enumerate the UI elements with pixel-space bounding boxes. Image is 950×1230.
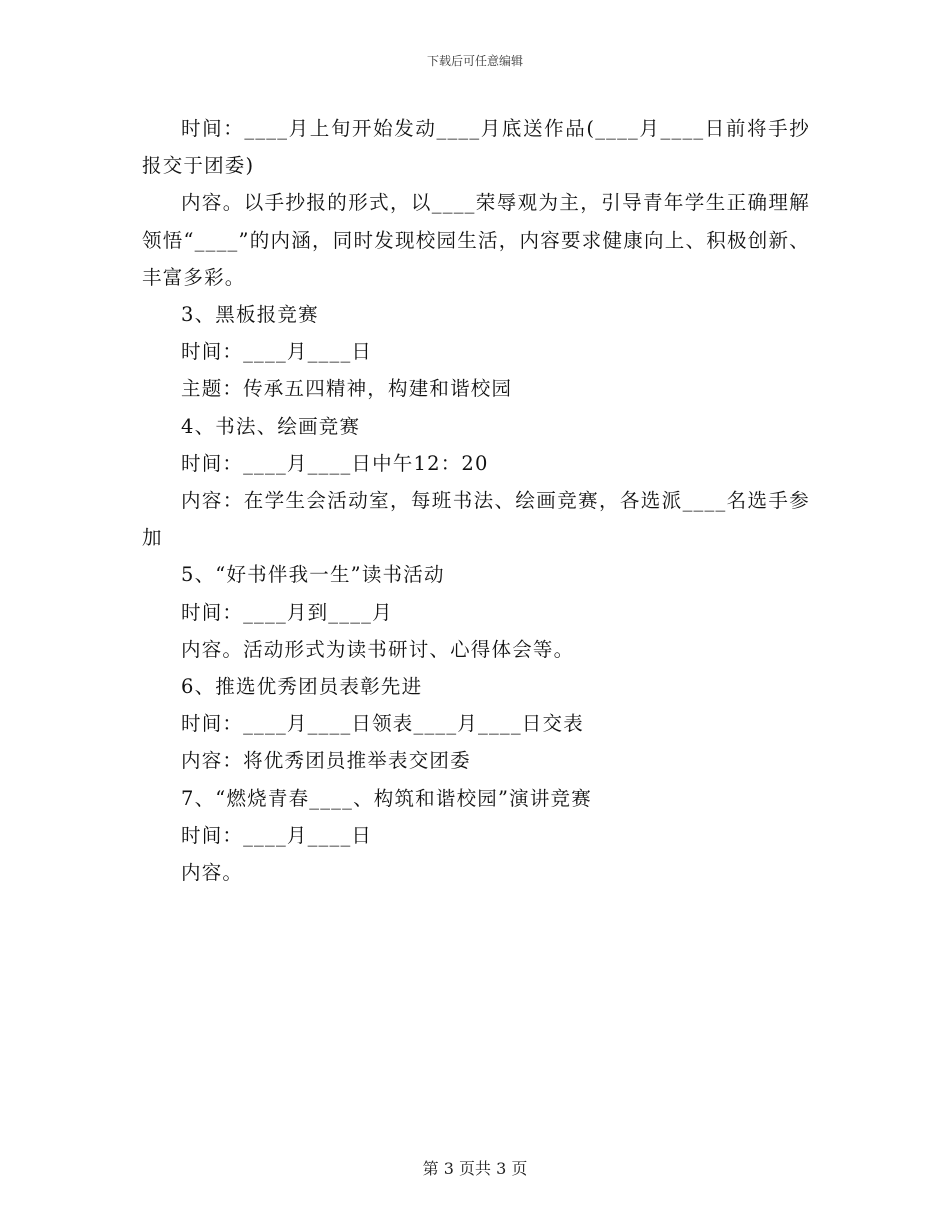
paragraph-content-reading: 内容。活动形式为读书研讨、心得体会等。 bbox=[181, 637, 575, 661]
paragraph-time-blackboard: 时间：____月____日 bbox=[181, 340, 373, 364]
paragraph-time-calligraphy: 时间：____月____日中午12：20 bbox=[181, 451, 489, 475]
paragraph-time-reading: 时间：____月到____月 bbox=[181, 600, 393, 624]
paragraph-time-outstanding-members: 时间：____月____日领表____月____日交表 bbox=[181, 712, 584, 736]
section-heading-speech: 7、“燃烧青春____、构筑和谐校园”演讲竞赛 bbox=[181, 786, 592, 810]
paragraph-content-calligraphy: 内容：在学生会活动室，每班书法、绘画竞赛，各选派____名选手参加 bbox=[142, 489, 810, 550]
page-header: 下载后可任意编辑 bbox=[426, 54, 523, 68]
document-body bbox=[142, 110, 810, 891]
paragraph-theme-blackboard: 主题：传承五四精神，构建和谐校园 bbox=[181, 377, 513, 401]
paragraph-content-handwritten-newspaper: 内容。以手抄报的形式，以____荣辱观为主，引导青年学生正确理解领悟“____”的内涵，同时发现校园生活，内容要求健康向上、积极创新、丰富多彩。 bbox=[142, 191, 810, 289]
paragraph-content-outstanding-members: 内容：将优秀团员推举表交团委 bbox=[181, 749, 471, 773]
section-heading-reading: 5、“好书伴我一生”读书活动 bbox=[181, 563, 445, 587]
section-heading-outstanding-members: 6、推选优秀团员表彰先进 bbox=[181, 675, 423, 699]
paragraph-content-speech: 内容。 bbox=[181, 861, 244, 885]
paragraph-time-speech: 时间：____月____日 bbox=[181, 823, 373, 847]
section-heading-blackboard: 3、黑板报竞赛 bbox=[181, 303, 319, 327]
paragraph-time-handwritten-newspaper: 时间：____月上旬开始发动____月底送作品(____月____日前将手抄报交于团委) bbox=[142, 117, 810, 178]
page-footer: 第 3 页共 3 页 bbox=[422, 1159, 528, 1178]
section-heading-calligraphy: 4、书法、绘画竞赛 bbox=[181, 414, 361, 438]
